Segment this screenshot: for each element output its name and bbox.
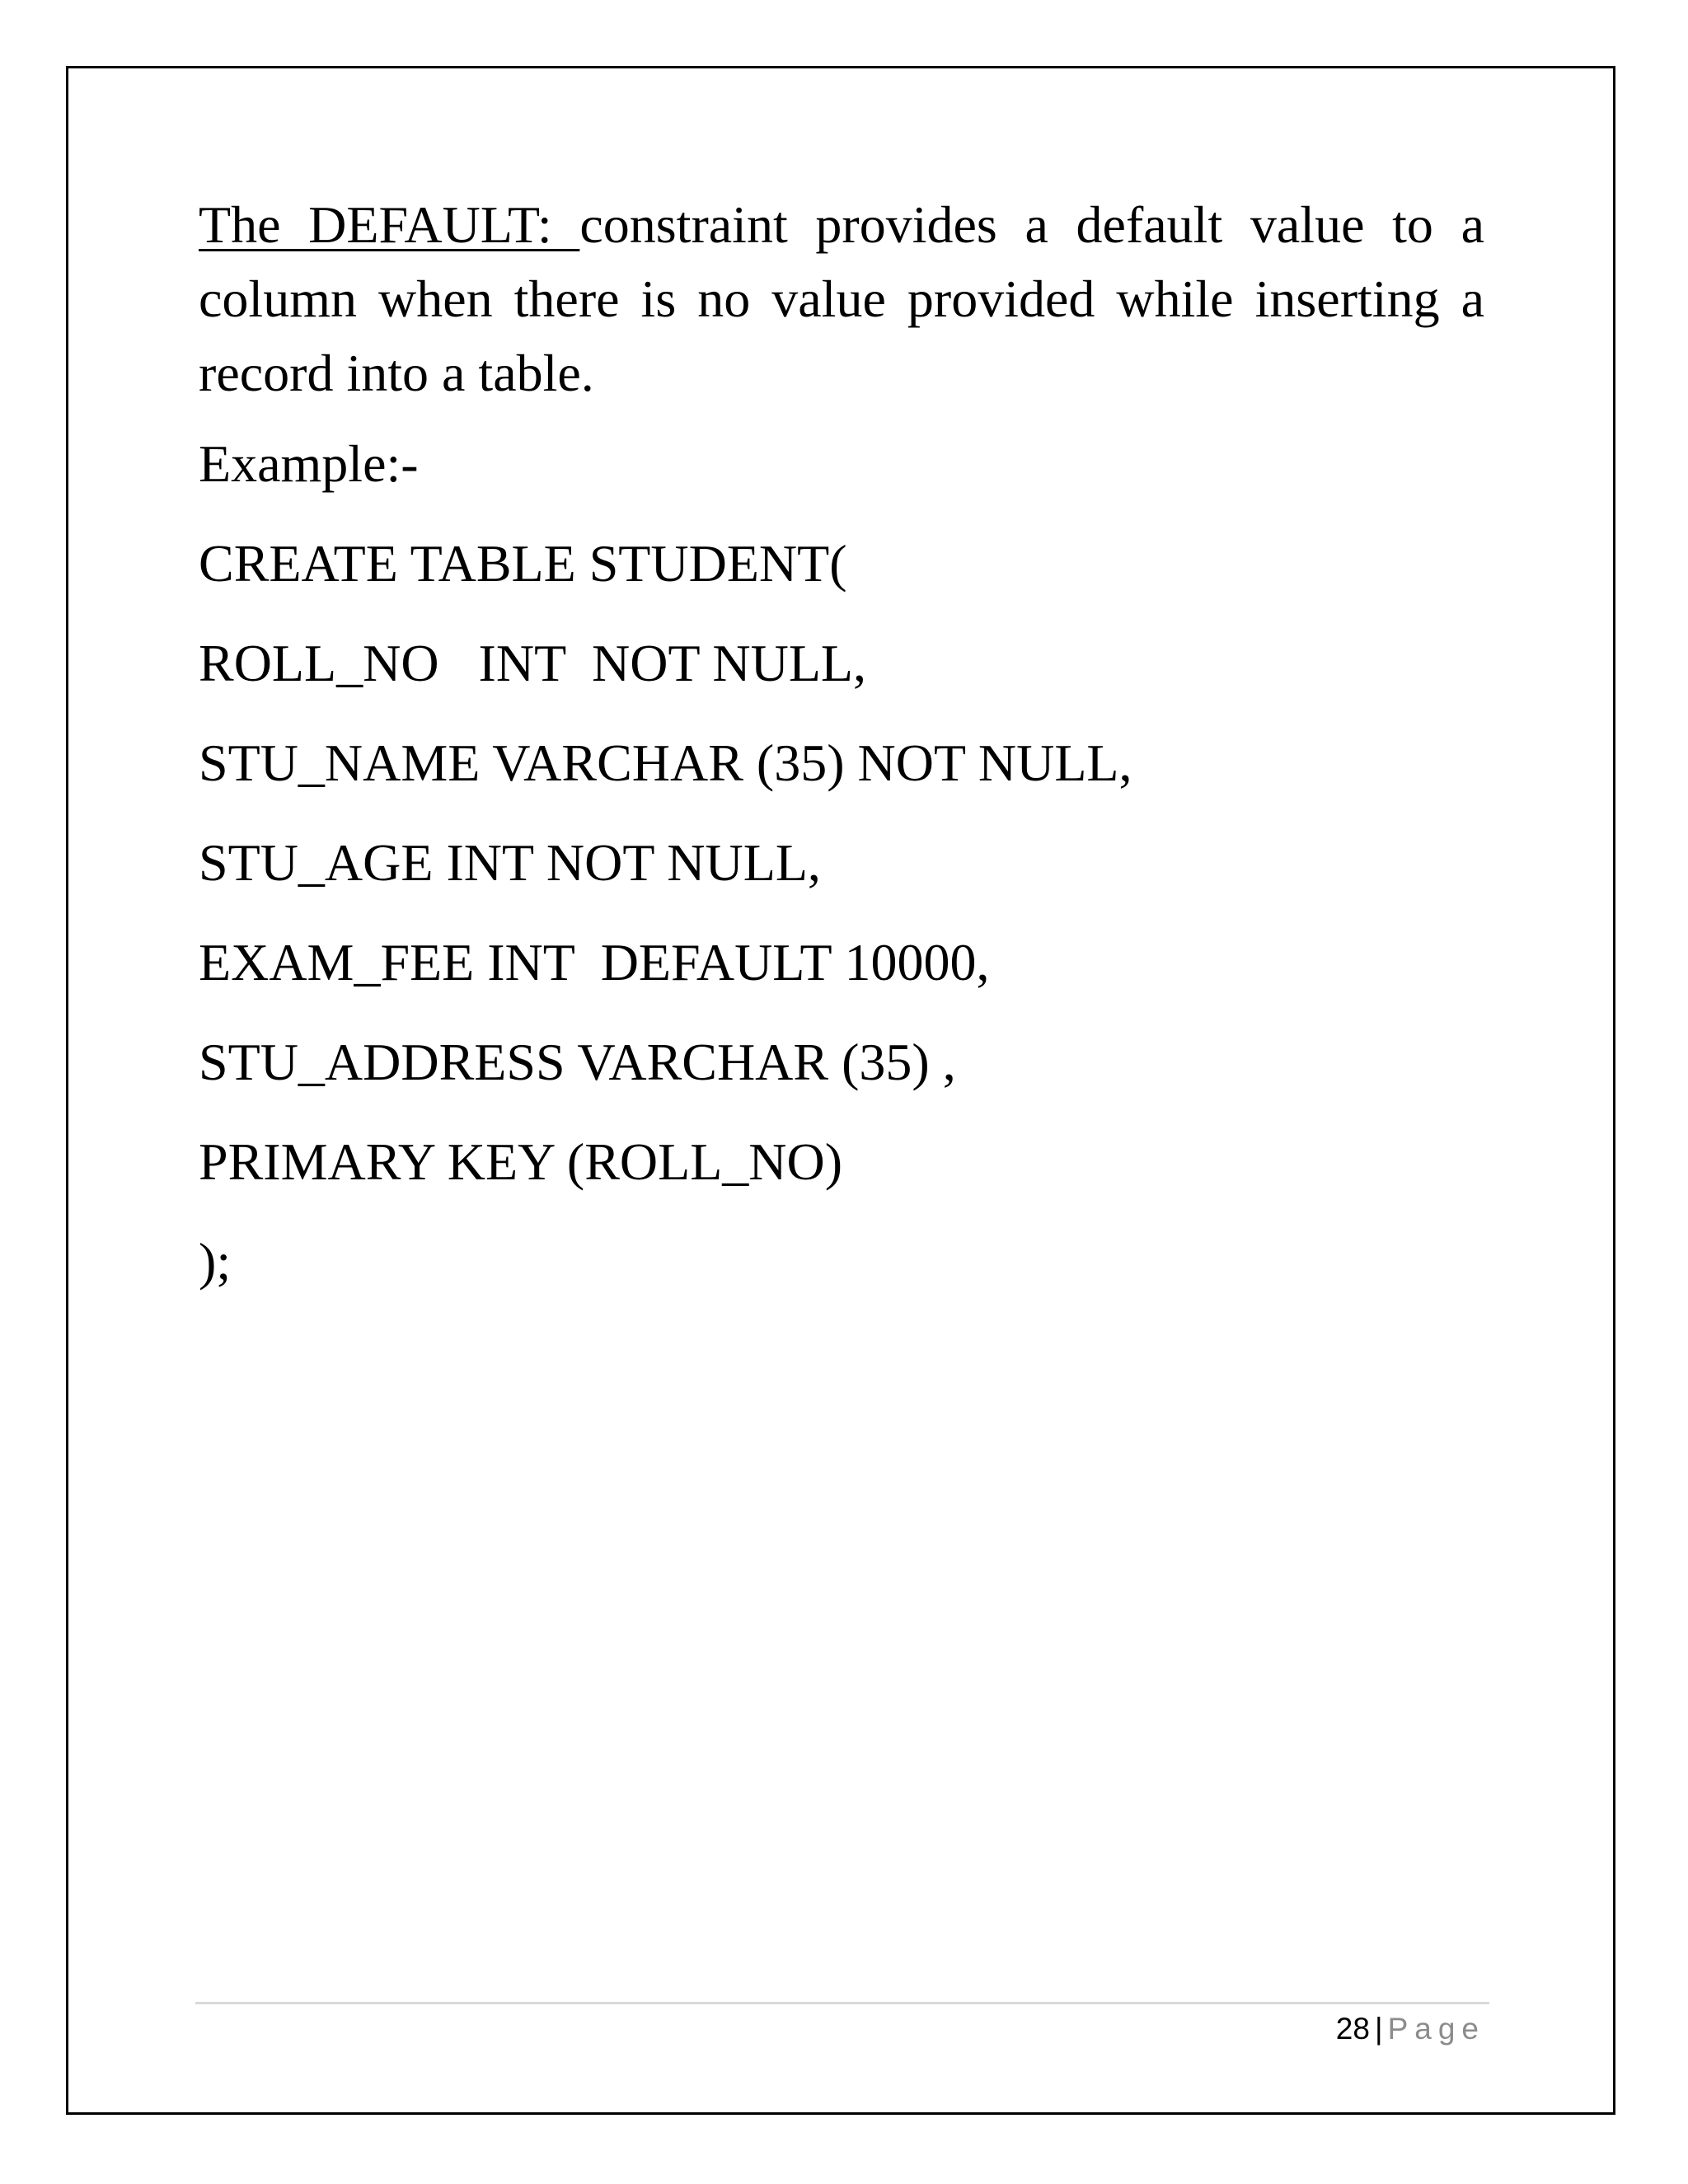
sql-code-block: [199, 527, 1484, 1299]
code-line: STU_NAME VARCHAR (35) NOT NULL,: [199, 733, 1132, 792]
code-line: PRIMARY KEY (ROLL_NO): [199, 1132, 843, 1191]
code-line: ROLL_NO INT NOT NULL,: [199, 634, 866, 692]
page-content: [199, 188, 1484, 1299]
footer-divider: [195, 2002, 1489, 2004]
footer-separator: |: [1374, 2012, 1383, 2046]
default-term: The DEFAULT:: [199, 195, 580, 254]
intro-paragraph: [199, 188, 1484, 410]
code-line: );: [199, 1232, 232, 1291]
page-footer: [1336, 2011, 1485, 2047]
code-line: STU_AGE INT NOT NULL,: [199, 833, 821, 892]
intro-text: constraint provides a default value to a column when there is no value provided while inserting a record into a table.: [199, 195, 1485, 402]
code-line: EXAM_FEE INT DEFAULT 10000,: [199, 933, 990, 991]
page-word: Page: [1387, 2012, 1485, 2046]
page-number: 28: [1335, 2012, 1370, 2046]
code-line: CREATE TABLE STUDENT(: [199, 534, 847, 593]
example-label: Example:-: [199, 434, 419, 493]
code-line: STU_ADDRESS VARCHAR (35) ,: [199, 1033, 956, 1091]
